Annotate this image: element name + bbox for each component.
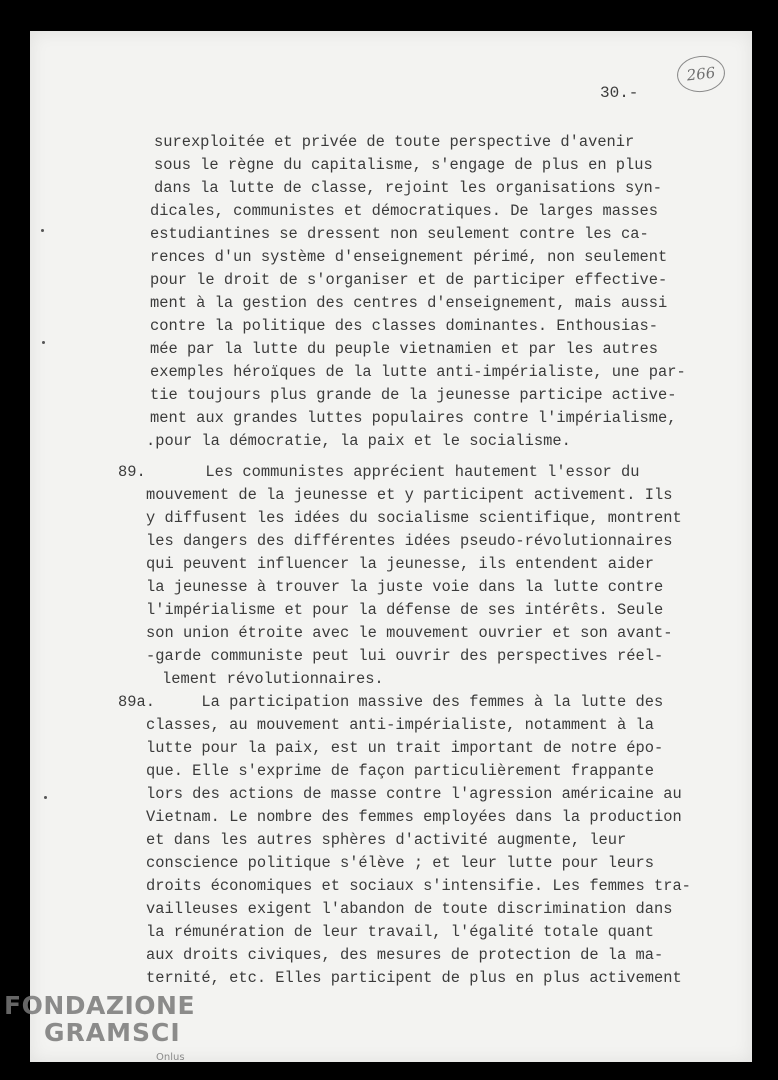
- margin-mark: [44, 796, 47, 799]
- text-line: lors des actions de masse contre l'agression américaine au: [146, 785, 682, 803]
- text-line: rences d'un système d'enseignement périmé, non seulement: [150, 248, 668, 266]
- margin-mark: [41, 229, 44, 232]
- text-line: exemples héroïques de la lutte anti-impérialiste, une par-: [150, 363, 686, 381]
- text-line: conscience politique s'élève ; et leur lutte pour leurs: [146, 854, 654, 872]
- text-line: Vietnam. Le nombre des femmes employées dans la production: [146, 808, 682, 826]
- text-line: estudiantines se dressent non seulement contre les ca-: [150, 225, 649, 243]
- text-line: la rémunération de leur travail, l'égalité totale quant: [146, 923, 654, 941]
- text-line: mouvement de la jeunesse et y participent activement. Ils: [146, 486, 673, 504]
- text-line: qui peuvent influencer la jeunesse, ils entendent aider: [146, 555, 654, 573]
- text-line: lutte pour la paix, est un trait important de notre épo-: [146, 739, 664, 757]
- watermark-line: Onlus: [156, 1052, 185, 1063]
- text-line: et dans les autres sphères d'activité augmente, leur: [146, 831, 627, 849]
- text-line: dicales, communistes et démocratiques. De larges masses: [150, 202, 658, 220]
- text-line: Les communistes apprécient hautement l'essor du: [150, 463, 640, 481]
- text-line: sous le règne du capitalisme, s'engage de plus en plus: [154, 156, 653, 174]
- text-line: ternité, etc. Elles participent de plus en plus activement: [146, 969, 682, 987]
- text-line: la jeunesse à trouver la juste voie dans la lutte contre: [146, 578, 664, 596]
- text-line: contre la politique des classes dominantes. Enthousias-: [150, 317, 658, 335]
- margin-mark: [42, 341, 45, 344]
- watermark-line: FONDAZIONE: [4, 991, 196, 1020]
- text-line: l'impérialisme et pour la défense de ses intérêts. Seule: [146, 601, 664, 619]
- text-line: aux droits civiques, des mesures de protection de la ma-: [146, 946, 664, 964]
- text-line: lement révolutionnaires.: [162, 670, 384, 688]
- text-line: les dangers des différentes idées pseudo-révolutionnaires: [146, 532, 673, 550]
- text-line: ment aux grandes luttes populaires contre l'impérialisme,: [150, 409, 677, 427]
- archive-stamp-number: 266: [685, 63, 717, 85]
- text-line: vailleuses exigent l'abandon de toute discrimination dans: [146, 900, 673, 918]
- text-line: son union étroite avec le mouvement ouvrier et son avant-: [146, 624, 673, 642]
- text-line: tie toujours plus grande de la jeunesse participe active-: [150, 386, 677, 404]
- page-number: 30.-: [600, 84, 639, 102]
- text-line: mée par la lutte du peuple vietnamien et par les autres: [150, 340, 658, 358]
- text-line: droits économiques et sociaux s'intensifie. Les femmes tra-: [146, 877, 691, 895]
- text-line: ment à la gestion des centres d'enseignement, mais aussi: [150, 294, 668, 312]
- paragraph-number: 89.: [118, 463, 146, 481]
- text-line: y diffusent les idées du socialisme scientifique, montrent: [146, 509, 682, 527]
- text-line: que. Elle s'exprime de façon particulièrement frappante: [146, 762, 654, 780]
- text-line: dans la lutte de classe, rejoint les organisations syn-: [154, 179, 662, 197]
- paragraph-number: 89a.: [118, 693, 155, 711]
- text-line: .pour la démocratie, la paix et le socialisme.: [146, 432, 571, 450]
- watermark-line: GRAMSCI: [44, 1018, 181, 1047]
- text-line: La participation massive des femmes à la lutte des: [146, 693, 664, 711]
- text-line: pour le droit de s'organiser et de participer effective-: [150, 271, 668, 289]
- text-line: -garde communiste peut lui ouvrir des perspectives réel-: [146, 647, 664, 665]
- text-line: classes, au mouvement anti-impérialiste, notamment à la: [146, 716, 654, 734]
- fondazione-gramsci-watermark: [4, 993, 195, 1063]
- text-line: surexploitée et privée de toute perspective d'avenir: [154, 133, 635, 151]
